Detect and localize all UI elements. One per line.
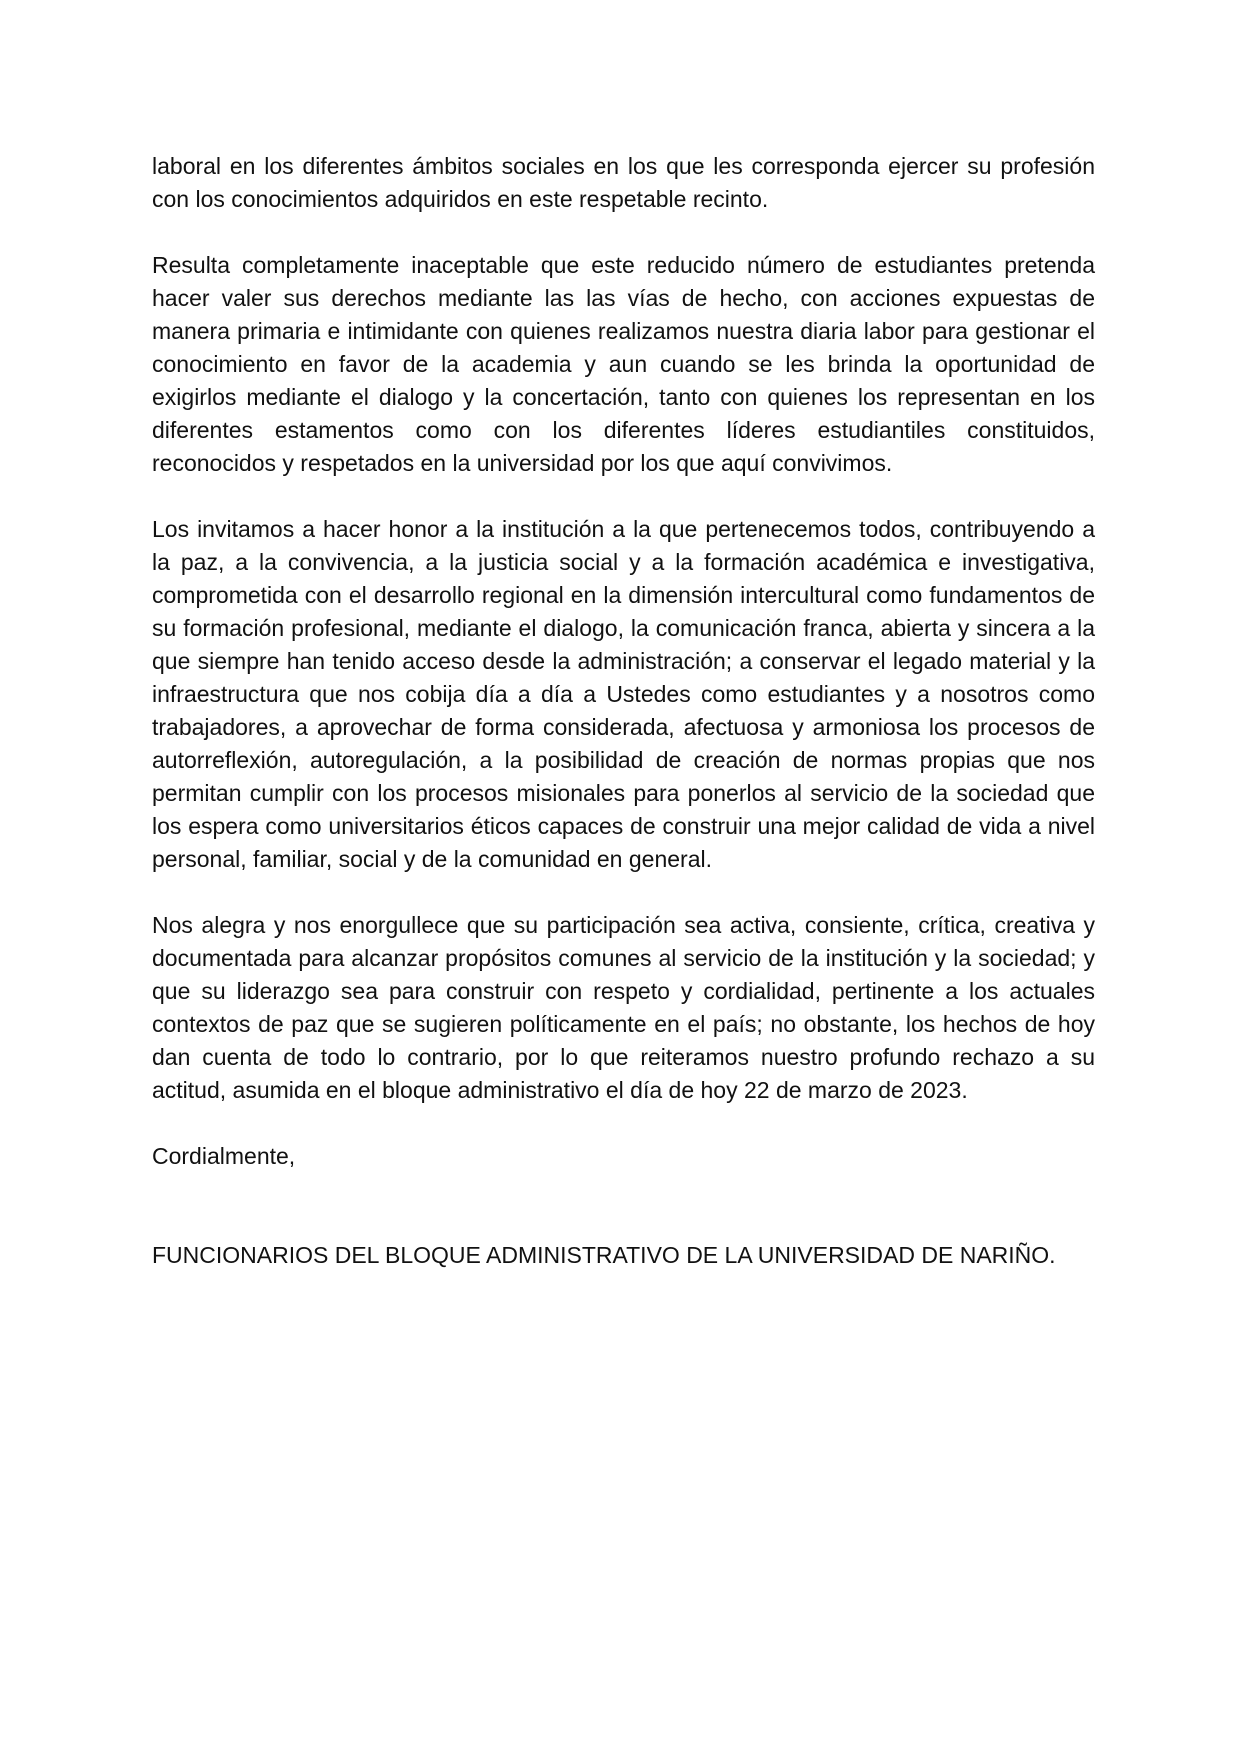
paragraph-rejection: Nos alegra y nos enorgullece que su participación sea activa, consiente, crítica, creativa y documentada para alcanzar propósitos comunes al servicio de la institución y la sociedad; y que su liderazgo sea para construir con respeto y cordialidad, pertinente a los actuales contextos de paz que se sugieren políticamente en el país; no obstante, los hechos de hoy dan cuenta de todo lo contrario, por lo que reiteramos nuestro profundo rechazo a su actitud, asumida en el bloque administrativo el día de hoy 22 de marzo de 2023. — [152, 912, 1095, 1103]
paragraph-invitation: Los invitamos a hacer honor a la institución a la que pertenecemos todos, contribuyendo a la paz, a la convivencia, a la justicia social y a la formación académica e investigativa, comprometida con el desarrollo regional en la dimensión intercultural como fundamentos de su formación profesional, mediante el dialogo, la comunicación franca, abierta y sincera a la que siempre han tenido acceso desde la administración; a conservar el legado material y la infraestructura que nos cobija día a día a Ustedes como estudiantes y a nosotros como trabajadores, a aprovechar de forma considerada, afectuosa y armoniosa los procesos de autorreflexión, autoregulación, a la posibilidad de creación de normas propias que nos permitan cumplir con los procesos misionales para ponerlos al servicio de la sociedad que los espera como universitarios éticos capaces de construir una mejor calidad de vida a nivel personal, familiar, social y de la comunidad en general. — [152, 516, 1095, 872]
paragraph-inacceptable-actions: Resulta completamente inaceptable que este reducido número de estudiantes pretenda hacer valer sus derechos mediante las las vías de hecho, con acciones expuestas de manera primaria e intimidante con quienes realizamos nuestra diaria labor para gestionar el conocimiento en favor de la academia y aun cuando se les brinda la oportunidad de exigirlos mediante el dialogo y la concertación, tanto con quienes los representan en los diferentes estamentos como con los diferentes líderes estudiantiles constituidos, reconocidos y respetados en la universidad por los que aquí convivimos. — [152, 252, 1095, 476]
signature-block: FUNCIONARIOS DEL BLOQUE ADMINISTRATIVO DE LA UNIVERSIDAD DE NARIÑO. — [152, 1242, 1056, 1268]
closing-salutation: Cordialmente, — [152, 1143, 296, 1169]
letter-body — [152, 150, 1095, 1272]
paragraph-continuation: laboral en los diferentes ámbitos sociales en los que les corresponda ejercer su profesión con los conocimientos adquiridos en este respetable recinto. — [152, 153, 1095, 212]
